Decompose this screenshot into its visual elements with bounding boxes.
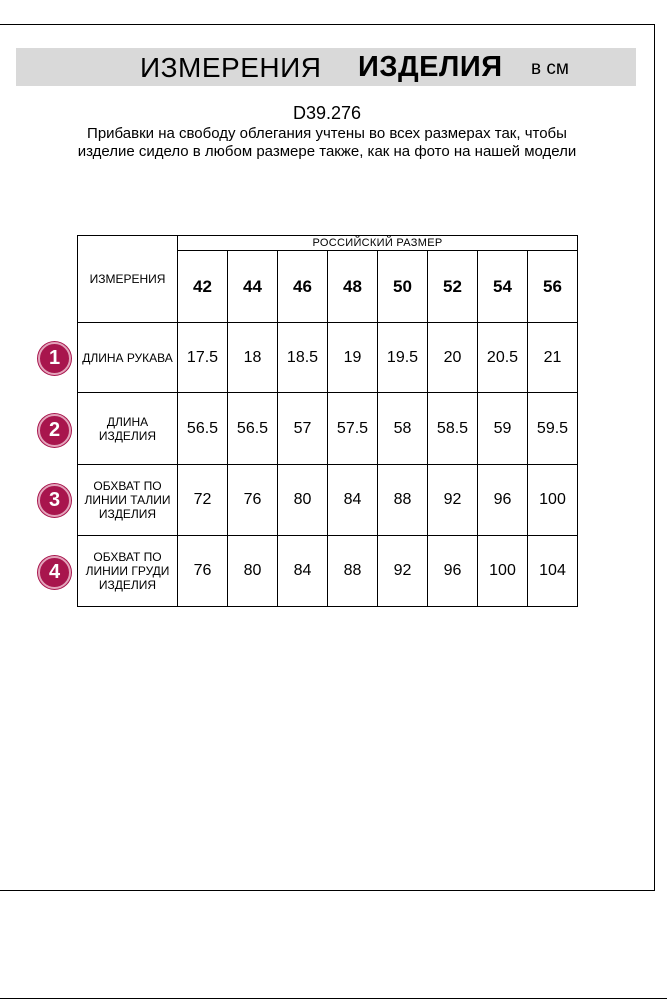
measurement-value: 21: [528, 323, 578, 393]
measurement-label-line: ЛИНИИ ТАЛИИ: [84, 493, 171, 507]
title-banner: [16, 48, 636, 86]
size-header: 56: [528, 251, 578, 323]
table-row: [78, 465, 578, 536]
table-row: [78, 323, 578, 393]
measurement-label: [78, 465, 178, 536]
row-number-badge: 1: [38, 342, 71, 375]
measurement-value: 88: [328, 536, 378, 607]
corner-label: ИЗМЕРЕНИЯ: [78, 236, 178, 323]
measurement-value: 96: [478, 465, 528, 536]
measurement-label-line: ИЗДЕЛИЯ: [98, 507, 157, 521]
measurement-value: 57: [278, 393, 328, 465]
measurement-value: 88: [378, 465, 428, 536]
measurement-value: 58: [378, 393, 428, 465]
measurement-value: 80: [228, 536, 278, 607]
measurement-value: 18: [228, 323, 278, 393]
size-header: 44: [228, 251, 278, 323]
measurement-label-line: ОБХВАТ ПО: [93, 479, 162, 493]
fit-note: Прибавки на свободу облегания учтены во всех размерах так, чтобы изделие сидело в любом размере также, как на фото на нашей модели: [77, 125, 577, 160]
measurement-value: 84: [328, 465, 378, 536]
size-header: 50: [378, 251, 428, 323]
measurement-value: 58.5: [428, 393, 478, 465]
measurement-label-line: ОБХВАТ ПО: [93, 550, 162, 564]
measurement-value: 18.5: [278, 323, 328, 393]
title-part2: ИЗДЕЛИЯ: [358, 51, 503, 83]
measurement-value: 20.5: [478, 323, 528, 393]
row-number-badge: 4: [38, 556, 71, 589]
measurement-value: 76: [178, 536, 228, 607]
measurement-value: 100: [528, 465, 578, 536]
measurement-value: 96: [428, 536, 478, 607]
measurement-label: [78, 536, 178, 607]
table-row: [78, 393, 578, 465]
product-code: D39.276: [292, 103, 362, 123]
title-part1: ИЗМЕРЕНИЯ: [140, 52, 322, 83]
measurement-value: 19: [328, 323, 378, 393]
measurement-value: 76: [228, 465, 278, 536]
size-table: [77, 235, 578, 607]
measurement-label: [78, 323, 178, 393]
size-header: 46: [278, 251, 328, 323]
measurement-value: 17.5: [178, 323, 228, 393]
measurement-value: 20: [428, 323, 478, 393]
measurement-value: 57.5: [328, 393, 378, 465]
size-header: 54: [478, 251, 528, 323]
measurement-label-line: ИЗДЕЛИЯ: [98, 578, 157, 592]
unit-label: в см: [531, 58, 569, 79]
bottom-divider: [0, 998, 667, 999]
measurement-value: 100: [478, 536, 528, 607]
size-header: 42: [178, 251, 228, 323]
measurement-value: 59.5: [528, 393, 578, 465]
measurement-label-line: ДЛИНА: [106, 414, 149, 429]
measurement-value: 104: [528, 536, 578, 607]
table-row: [78, 536, 578, 607]
row-number-badge: 2: [38, 414, 71, 447]
measurement-value: 84: [278, 536, 328, 607]
row-number-badge: 3: [38, 484, 71, 517]
measurement-label-line: ДЛИНА РУКАВА: [82, 350, 173, 365]
measurement-value: 92: [428, 465, 478, 536]
measurement-value: 19.5: [378, 323, 428, 393]
measurement-value: 80: [278, 465, 328, 536]
measurement-label-line: ЛИНИИ ГРУДИ: [85, 564, 170, 578]
measurement-value: 92: [378, 536, 428, 607]
size-group-label: РОССИЙСКИЙ РАЗМЕР: [178, 236, 578, 251]
measurement-value: 59: [478, 393, 528, 465]
measurement-label: [78, 393, 178, 465]
measurement-value: 56.5: [178, 393, 228, 465]
measurement-value: 56.5: [228, 393, 278, 465]
size-header: 48: [328, 251, 378, 323]
measurement-label-line: ИЗДЕЛИЯ: [98, 428, 157, 443]
measurement-value: 72: [178, 465, 228, 536]
size-header: 52: [428, 251, 478, 323]
